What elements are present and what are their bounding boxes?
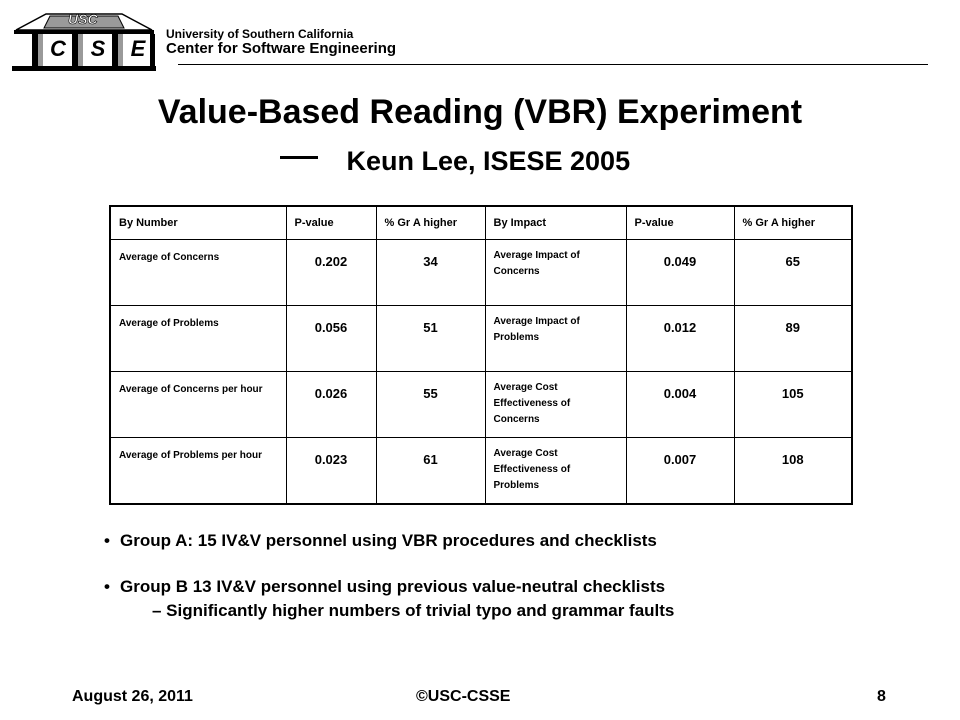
row-pct-higher: 34 [376, 240, 485, 306]
row-pct-higher: 51 [376, 306, 485, 372]
table-row [110, 438, 852, 505]
em-dash-line [280, 156, 318, 159]
row-impact-p-value: 0.004 [626, 372, 734, 438]
row-metric-label: Average of Problems [110, 306, 286, 372]
results-table [109, 205, 853, 505]
row-impact-label: Average Impact of Problems [485, 306, 626, 372]
row-metric-label: Average of Concerns [110, 240, 286, 306]
row-impact-label: Average Cost Effectiveness of Problems [485, 438, 626, 505]
row-impact-label: Average Cost Effectiveness of Concerns [485, 372, 626, 438]
row-p-value: 0.026 [286, 372, 376, 438]
row-p-value: 0.056 [286, 306, 376, 372]
row-impact-pct-higher: 108 [734, 438, 852, 505]
slide-title: Value-Based Reading (VBR) Experiment [157, 93, 803, 131]
header-by-number: By Number [110, 206, 286, 240]
slide-subtitle: Keun Lee, ISESE 2005 [346, 146, 631, 176]
row-impact-pct-higher: 105 [734, 372, 852, 438]
header-p-value-number: P-value [286, 206, 376, 240]
bullet-group-a: • Group A: 15 IV&V personnel using VBR procedures and checklists [104, 530, 657, 552]
center-name: Center for Software Engineering [166, 40, 397, 57]
row-p-value: 0.202 [286, 240, 376, 306]
sub-bullet-group-b-note: – Significantly higher numbers of trivial typo and grammar faults [152, 601, 675, 620]
logo-letter-c: C [50, 36, 66, 61]
table-row [110, 240, 852, 306]
usc-cse-logo [6, 6, 162, 72]
row-metric-label: Average of Concerns per hour [110, 372, 286, 438]
row-impact-p-value: 0.012 [626, 306, 734, 372]
logo-banner-text: USC [68, 11, 98, 27]
table-header-row [110, 206, 852, 240]
row-impact-pct-higher: 89 [734, 306, 852, 372]
row-impact-label: Average Impact of Concerns [485, 240, 626, 306]
header-by-impact: By Impact [485, 206, 626, 240]
row-impact-p-value: 0.049 [626, 240, 734, 306]
logo-letter-s: S [90, 36, 106, 61]
row-impact-pct-higher: 65 [734, 240, 852, 306]
header-pct-higher-impact: % Gr A higher [734, 206, 852, 240]
row-pct-higher: 61 [376, 438, 485, 505]
table-row [110, 306, 852, 372]
logo-letter-e: E [130, 36, 146, 61]
page-number: 8 [877, 688, 886, 705]
header-p-value-impact: P-value [626, 206, 734, 240]
header-divider [178, 64, 928, 65]
subtitle-row [280, 143, 630, 183]
university-name: University of Southern California [166, 27, 354, 41]
footer-copyright: ©USC-CSSE [416, 688, 511, 705]
header-pct-higher-number: % Gr A higher [376, 206, 485, 240]
row-pct-higher: 55 [376, 372, 485, 438]
bullet-group-b: • Group B 13 IV&V personnel using previous value-neutral checklists [104, 576, 665, 598]
table-row [110, 372, 852, 438]
row-metric-label: Average of Problems per hour [110, 438, 286, 505]
row-p-value: 0.023 [286, 438, 376, 505]
footer-date: August 26, 2011 [72, 688, 193, 705]
row-impact-p-value: 0.007 [626, 438, 734, 505]
